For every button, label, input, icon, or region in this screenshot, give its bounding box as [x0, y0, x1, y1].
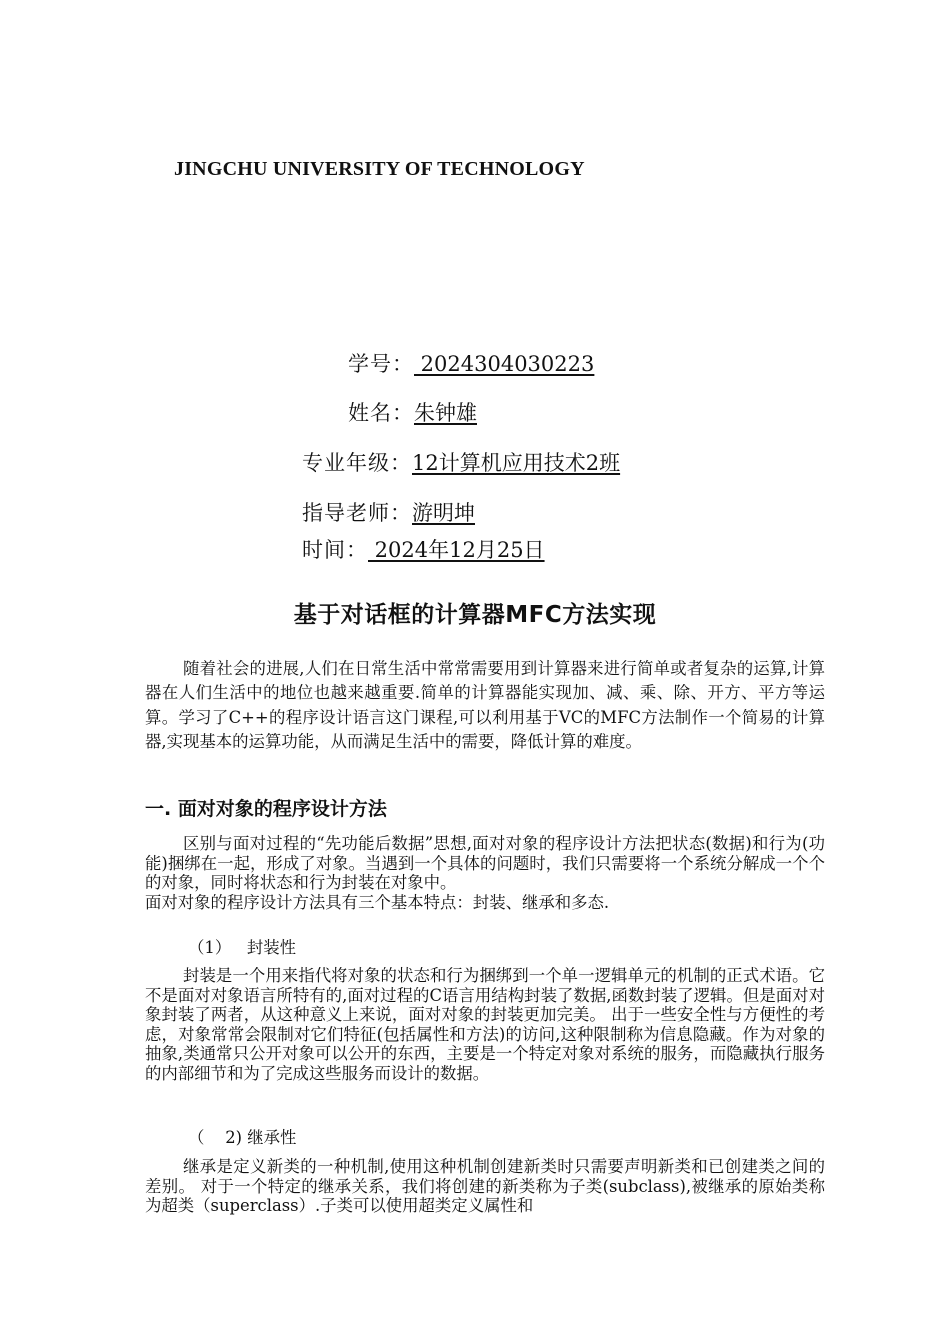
university-name: JINGCHU UNIVERSITY OF TECHNOLOGY	[174, 158, 585, 180]
name-row	[348, 397, 477, 427]
intro-block	[145, 657, 825, 755]
major-value: 12计算机应用技术2班	[412, 451, 621, 475]
encapsulation-block	[145, 966, 825, 1083]
section-paragraph-1	[145, 834, 825, 912]
section-paragraph-1-text: 区别与面对过程的“先功能后数据”思想,面对对象的程序设计方法把状态(数据)和行为(功能)捆绑在一起，形成了对象。当遇到一个具体的问题时，我们只需要将一个系统分解成一个个的对象，同时将状态和行为封装在对象中。	[145, 834, 825, 892]
advisor-label: 指导老师：	[302, 501, 412, 525]
student-id-row	[348, 348, 594, 378]
major-row	[302, 447, 620, 477]
intro-paragraph: 随着社会的进展,人们在日常生活中常常需要用到计算器来进行简单或者复杂的运算,计算器在人们生活中的地位也越来越重要.简单的计算器能实现加、减、乘、除、开方、平方等运算。学习了C++的程序设计语言这门课程,可以利用基于VC的MFC方法制作一个简易的计算器,实现基本的运算功能，从而满足生活中的需要，降低计算的难度。	[145, 659, 825, 752]
advisor-row	[302, 497, 475, 527]
name-value: 朱钟雄	[414, 401, 477, 425]
subheading-inheritance: （ 2) 继承性	[188, 1128, 297, 1147]
inheritance-block	[145, 1157, 825, 1216]
subheading-encapsulation: （1） 封装性	[188, 938, 297, 957]
inheritance-paragraph: 继承是定义新类的一种机制,使用这种机制创建新类时只需要声明新类和已创建类之间的差别。 对于一个特定的继承关系，我们将创建的新类称为子类(subclass),被继承的原始类称为超类（superclass）.子类可以使用超类定义属性和	[145, 1157, 825, 1215]
date-row	[302, 534, 545, 564]
date-label: 时间：	[302, 538, 368, 562]
student-id-label: 学号：	[348, 352, 414, 376]
name-label: 姓名：	[348, 401, 414, 425]
encapsulation-paragraph: 封装是一个用来指代将对象的状态和行为捆绑到一个单一逻辑单元的机制的正式术语。它不是面对对象语言所特有的,面对过程的C语言用结构封装了数据,函数封装了逻辑。但是面对对象封装了两者，从这种意义上来说，面对对象的封装更加完美。 出于一些安全性与方便性的考虑，对象常常会限制对它们特征(包括属性和方法)的访问,这种限制称为信息隐藏。作为对象的抽象,类通常只公开对象可以公开的东西，主要是一个特定对象对系统的服务，而隐藏执行服务的内部细节和为了完成这些服务而设计的数据。	[145, 966, 825, 1083]
student-id-value: 2024304030223	[414, 352, 595, 376]
advisor-value: 游明坤	[412, 501, 475, 525]
date-value: 2024年12月25日	[368, 538, 545, 562]
major-label: 专业年级：	[302, 451, 412, 475]
section-paragraph-2-text: 面对对象的程序设计方法具有三个基本特点：封装、继承和多态.	[145, 892, 610, 912]
section-heading: 一. 面对对象的程序设计方法	[145, 798, 387, 820]
document-title: 基于对话框的计算器MFC方法实现	[293, 602, 657, 628]
